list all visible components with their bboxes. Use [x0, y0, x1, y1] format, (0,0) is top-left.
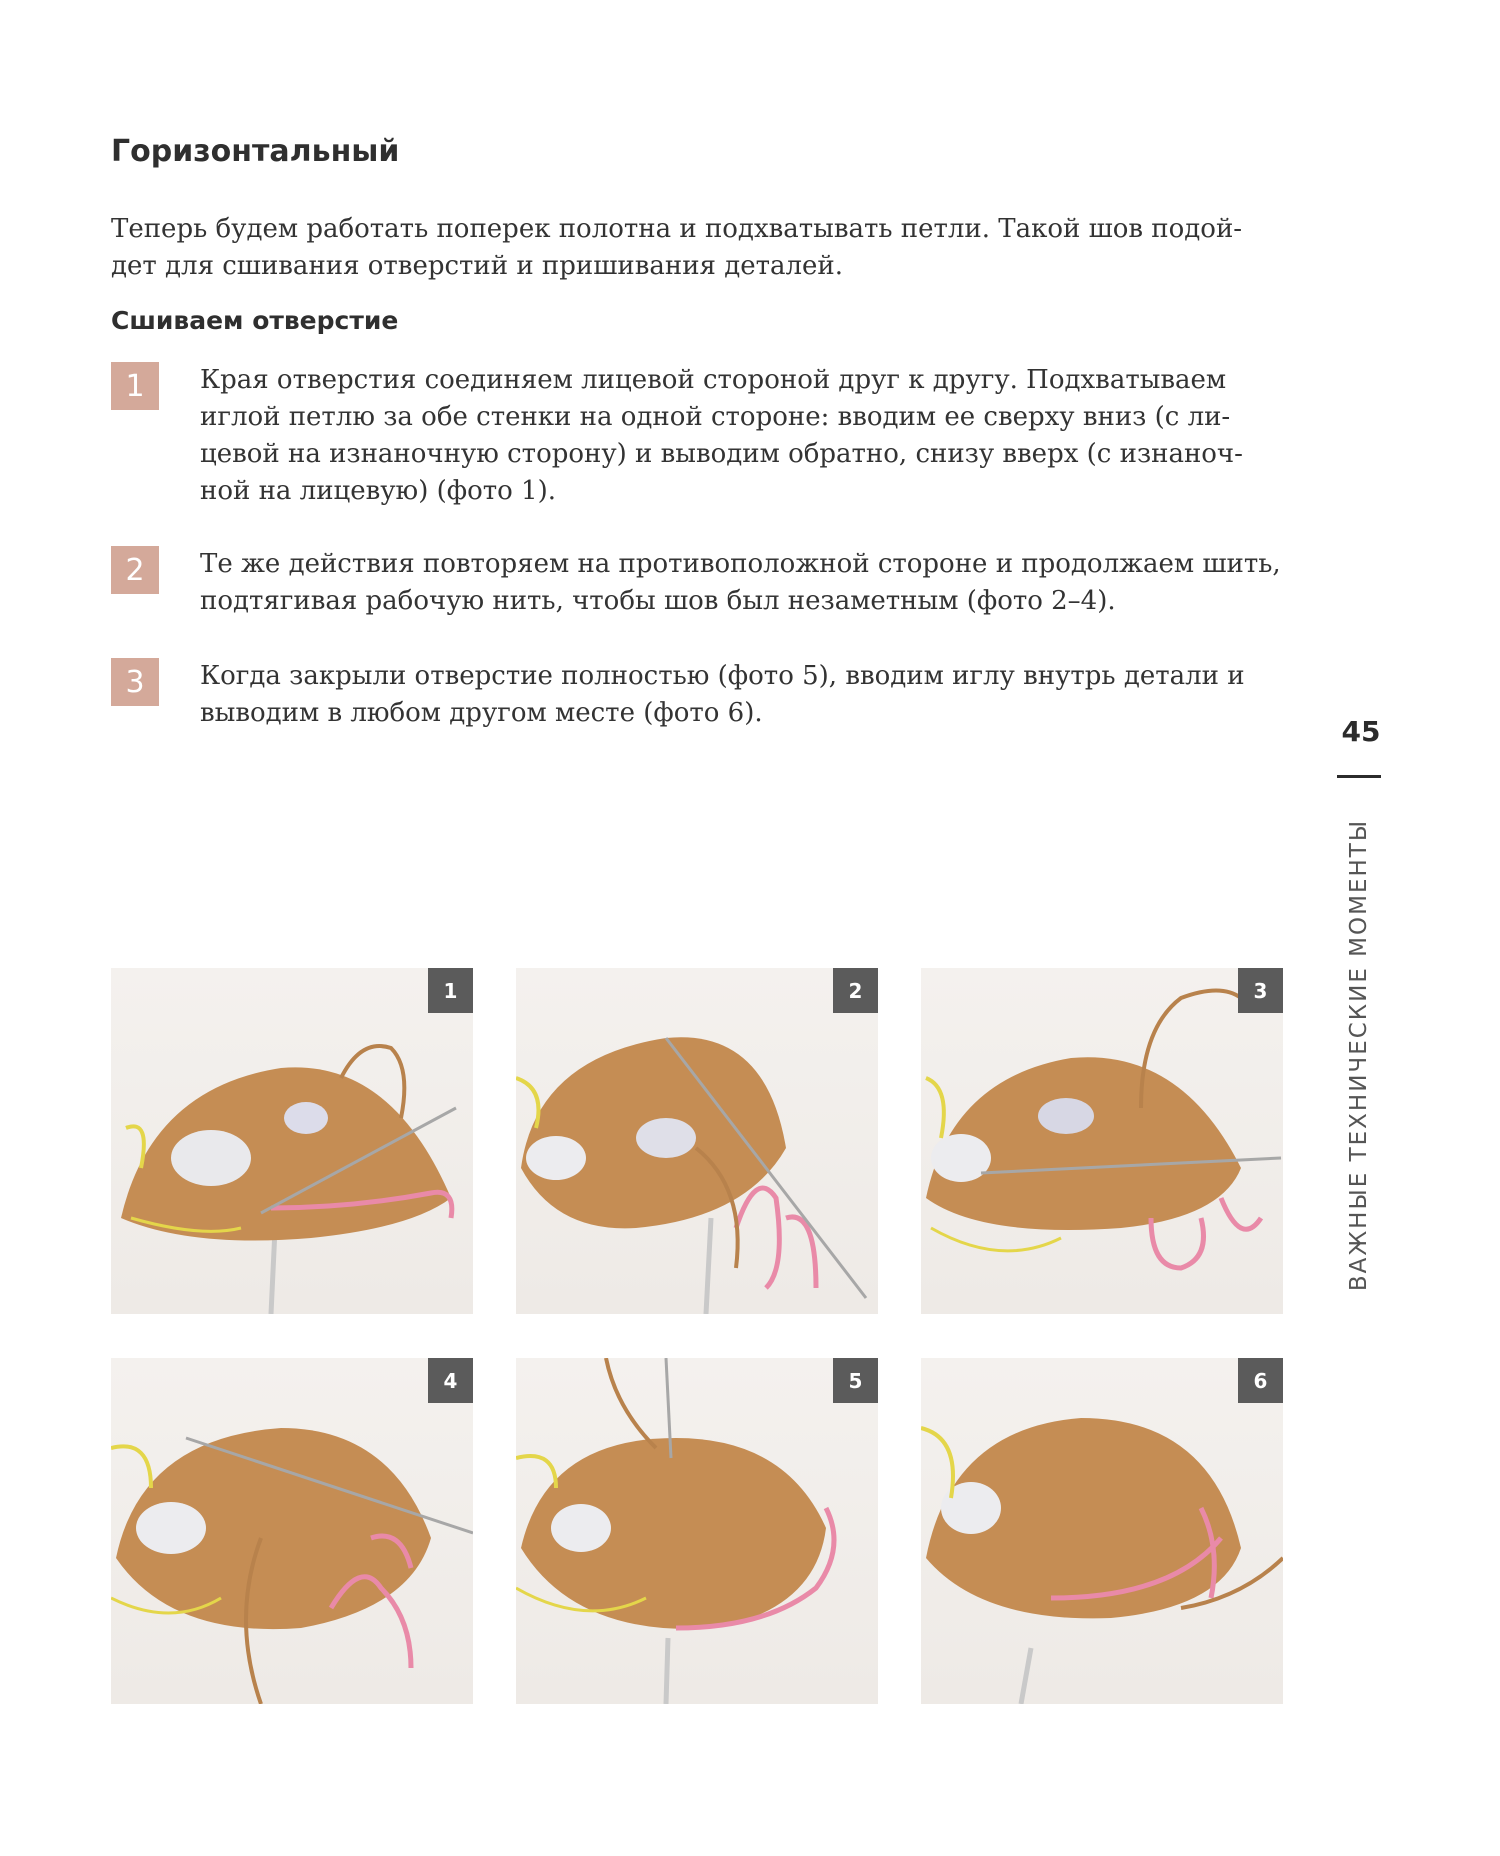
- subsection-heading: Сшиваем отверстие: [111, 306, 399, 335]
- section-heading: Горизонтальный: [111, 134, 400, 169]
- photo-5: [516, 1358, 878, 1704]
- knitting-photo-illustration: [111, 1358, 473, 1704]
- photo-1: [111, 968, 473, 1314]
- knitting-photo-illustration: [516, 1358, 878, 1704]
- step-text: Когда закрыли отверстие полностью (фото 5), вводим иглу внутрь детали и выводим в любом другом месте (фото 6).: [200, 661, 1245, 728]
- photo-3: [921, 968, 1283, 1314]
- photo-2: [516, 968, 878, 1314]
- running-head: ВАЖНЫЕ ТЕХНИЧЕСКИЕ МОМЕНТЫ: [1346, 818, 1372, 1292]
- photo-number-badge: 5: [833, 1358, 878, 1403]
- photo-4: [111, 1358, 473, 1704]
- page-number: 45: [1341, 715, 1381, 748]
- knitting-photo-illustration: [516, 968, 878, 1314]
- knitting-photo-illustration: [921, 1358, 1283, 1704]
- knitting-photo-illustration: [111, 968, 473, 1314]
- knitting-photo-illustration: [921, 968, 1283, 1314]
- intro-paragraph: Теперь будем работать поперек полотна и подхватывать петли. Такой шов подой-дет для сшивания отверстий и пришивания деталей.: [111, 214, 1243, 281]
- step-text: Те же действия повторяем на противоположной стороне и продолжаем шить, подтягивая рабочую нить, чтобы шов был незаметным (фото 2–4).: [200, 549, 1281, 616]
- step-number-badge: 3: [111, 658, 159, 706]
- photo-6: [921, 1358, 1283, 1704]
- step-number-badge: 1: [111, 362, 159, 410]
- photo-number-badge: 1: [428, 968, 473, 1013]
- photo-number-badge: 3: [1238, 968, 1283, 1013]
- step-text: Края отверстия соединяем лицевой стороной друг к другу. Подхватываем иглой петлю за обе стенки на одной стороне: вводим ее сверху вниз (с ли-цевой на изнаночную сторону) и выводим обратно, снизу вверх (с изнаноч-ной на лицевую) (фото 1).: [200, 365, 1243, 506]
- step-number-badge: 2: [111, 546, 159, 594]
- page-number-rule: [1337, 775, 1381, 778]
- photo-number-badge: 4: [428, 1358, 473, 1403]
- photo-number-badge: 6: [1238, 1358, 1283, 1403]
- photo-number-badge: 2: [833, 968, 878, 1013]
- running-head-container: [1337, 810, 1381, 1300]
